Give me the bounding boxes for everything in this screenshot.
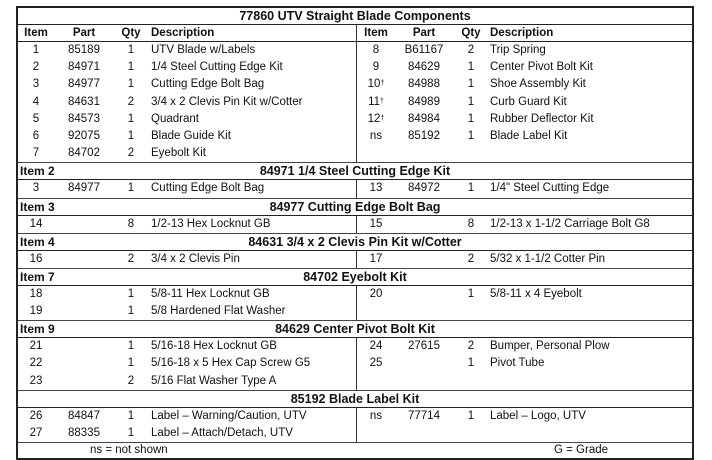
table-row bbox=[18, 251, 692, 269]
column-divider bbox=[356, 180, 357, 197]
left-qty-cell: 1 bbox=[127, 409, 135, 422]
column-divider bbox=[356, 338, 357, 355]
left-part-cell: 84971 bbox=[68, 61, 100, 74]
left-qty-cell: 2 bbox=[127, 95, 135, 108]
left-item-cell: 1 bbox=[32, 44, 40, 56]
right-qty-cell: 1 bbox=[467, 129, 475, 142]
right-item-cell: 20 bbox=[369, 287, 383, 300]
left-qty-cell: 1 bbox=[127, 182, 135, 195]
table-row bbox=[18, 128, 692, 145]
section-header bbox=[18, 234, 692, 251]
right-item-cell: 11† bbox=[368, 95, 384, 108]
column-divider bbox=[356, 25, 357, 41]
right-qty-cell: 1 bbox=[467, 61, 475, 74]
table-title: 77860 UTV Straight Blade Components bbox=[18, 8, 692, 25]
column-divider bbox=[356, 128, 357, 145]
table-row bbox=[18, 408, 692, 425]
table-row bbox=[18, 145, 692, 163]
parts-table bbox=[16, 6, 694, 460]
column-divider bbox=[356, 303, 357, 320]
header-qty: Qty bbox=[121, 27, 141, 39]
section-item-ref: Item 4 bbox=[20, 234, 55, 249]
left-desc-cell: 5/16-18 x 5 Hex Cap Screw G5 bbox=[151, 357, 311, 370]
left-item-cell: 18 bbox=[29, 287, 43, 300]
left-item-cell: 23 bbox=[29, 374, 43, 387]
left-desc-cell: Cutting Edge Bolt Bag bbox=[151, 182, 265, 195]
column-divider bbox=[356, 59, 357, 76]
left-qty-cell: 1 bbox=[127, 340, 135, 353]
left-desc-cell: 5/8-11 Hex Locknut GB bbox=[151, 287, 270, 300]
right-part-cell: 84988 bbox=[408, 78, 440, 91]
column-divider bbox=[356, 76, 357, 93]
right-desc-cell: 5/32 x 1-1/2 Cotter Pin bbox=[490, 252, 606, 265]
left-item-cell: 4 bbox=[32, 95, 40, 108]
right-part-cell: 84629 bbox=[408, 61, 440, 74]
right-desc-cell: Trip Spring bbox=[490, 44, 546, 56]
left-qty-cell: 1 bbox=[127, 61, 135, 74]
left-desc-cell: Label – Warning/Caution, UTV bbox=[151, 409, 307, 422]
footer-note-grade: G = Grade bbox=[554, 444, 609, 457]
left-item-cell: 6 bbox=[32, 129, 40, 142]
section-title: 84631 3/4 x 2 Clevis Pin Kit w/Cotter bbox=[248, 234, 462, 249]
left-qty-cell: 1 bbox=[127, 357, 135, 370]
left-qty-cell: 1 bbox=[127, 78, 135, 91]
right-part-cell: 84972 bbox=[408, 182, 440, 195]
column-divider bbox=[356, 251, 357, 268]
right-desc-cell: Rubber Deflector Kit bbox=[490, 112, 594, 125]
table-row bbox=[18, 355, 692, 372]
column-divider bbox=[356, 408, 357, 425]
header-description: Description bbox=[490, 27, 554, 39]
column-divider bbox=[356, 373, 357, 390]
section-header bbox=[18, 391, 692, 408]
left-part-cell: 84977 bbox=[68, 78, 100, 91]
right-item-cell: ns bbox=[369, 409, 383, 422]
left-qty-cell: 2 bbox=[127, 374, 135, 387]
right-item-cell: ns bbox=[369, 129, 383, 142]
right-part-cell: 85192 bbox=[408, 129, 440, 142]
section-item-ref: Item 2 bbox=[20, 164, 55, 179]
footer bbox=[18, 443, 692, 458]
table-row bbox=[18, 373, 692, 391]
left-desc-cell: Blade Guide Kit bbox=[151, 129, 231, 142]
table-row bbox=[18, 303, 692, 321]
section-title: 84971 1/4 Steel Cutting Edge Kit bbox=[259, 164, 451, 179]
column-divider bbox=[356, 42, 357, 59]
header-part: Part bbox=[72, 27, 96, 39]
right-desc-cell: 1/4" Steel Cutting Edge bbox=[490, 182, 610, 195]
left-item-cell: 19 bbox=[29, 305, 43, 318]
left-item-cell: 22 bbox=[29, 357, 43, 370]
left-desc-cell: 5/16 Flat Washer Type A bbox=[151, 374, 277, 387]
left-desc-cell: Eyebolt Kit bbox=[151, 147, 206, 160]
left-desc-cell: 3/4 x 2 Clevis Pin Kit w/Cotter bbox=[151, 95, 303, 108]
section-title: 85192 Blade Label Kit bbox=[290, 391, 420, 406]
right-part-cell: 84989 bbox=[408, 95, 440, 108]
right-qty-cell: 1 bbox=[467, 78, 475, 91]
column-divider bbox=[356, 286, 357, 303]
right-desc-cell: 1/2-13 x 1-1/2 Carriage Bolt G8 bbox=[490, 217, 650, 230]
table-row bbox=[18, 286, 692, 303]
right-qty-cell: 1 bbox=[467, 357, 475, 370]
table-row bbox=[18, 42, 692, 59]
column-divider bbox=[356, 111, 357, 128]
right-qty-cell: 2 bbox=[467, 44, 475, 56]
right-desc-cell: Bumper, Personal Plow bbox=[490, 340, 610, 353]
left-qty-cell: 1 bbox=[127, 129, 135, 142]
left-part-cell: 88335 bbox=[68, 427, 100, 439]
right-qty-cell: 2 bbox=[467, 340, 475, 353]
column-divider bbox=[356, 355, 357, 372]
table-row bbox=[18, 216, 692, 234]
left-part-cell: 84847 bbox=[68, 409, 100, 422]
right-part-cell: 77714 bbox=[408, 409, 440, 422]
section-title: 84977 Cutting Edge Bolt Bag bbox=[269, 199, 441, 214]
right-item-cell: 10† bbox=[367, 78, 385, 91]
table-row bbox=[18, 94, 692, 111]
left-qty-cell: 1 bbox=[127, 427, 135, 439]
right-qty-cell: 1 bbox=[467, 182, 475, 195]
left-item-cell: 14 bbox=[29, 217, 43, 230]
left-part-cell: 84573 bbox=[68, 112, 100, 125]
table-row bbox=[18, 180, 692, 198]
header-item: Item bbox=[364, 27, 388, 39]
column-divider bbox=[356, 425, 357, 442]
header-part: Part bbox=[412, 27, 436, 39]
left-desc-cell: Label – Attach/Detach, UTV bbox=[151, 427, 293, 439]
footer-note-ns: ns = not shown bbox=[90, 444, 168, 457]
table-body bbox=[18, 42, 692, 443]
header-description: Description bbox=[151, 27, 215, 39]
section-item-ref: Item 3 bbox=[20, 199, 55, 214]
right-desc-cell: Pivot Tube bbox=[490, 357, 545, 370]
right-item-cell: 12† bbox=[367, 112, 385, 125]
right-desc-cell: Blade Label Kit bbox=[490, 129, 568, 142]
header-qty: Qty bbox=[461, 27, 481, 39]
section-header bbox=[18, 199, 692, 216]
section-header bbox=[18, 321, 692, 338]
right-part-cell: 27615 bbox=[408, 340, 440, 353]
left-qty-cell: 1 bbox=[127, 112, 135, 125]
right-part-cell: B61167 bbox=[404, 44, 444, 56]
right-desc-cell: Curb Guard Kit bbox=[490, 95, 567, 108]
left-desc-cell: 1/2-13 Hex Locknut GB bbox=[151, 217, 271, 230]
left-item-cell: 21 bbox=[29, 340, 43, 353]
left-item-cell: 27 bbox=[29, 427, 43, 439]
table-row bbox=[18, 76, 692, 93]
table-row bbox=[18, 338, 692, 355]
section-title: 84629 Center Pivot Bolt Kit bbox=[275, 322, 435, 337]
left-part-cell: 84631 bbox=[68, 95, 100, 108]
right-qty-cell: 1 bbox=[467, 287, 475, 300]
section-item-ref: Item 9 bbox=[20, 322, 55, 337]
left-item-cell: 5 bbox=[32, 112, 40, 125]
right-desc-cell: 5/8-11 x 4 Eyebolt bbox=[490, 287, 582, 300]
left-qty-cell: 2 bbox=[127, 147, 135, 160]
left-part-cell: 84977 bbox=[68, 182, 100, 195]
left-desc-cell: 5/16-18 Hex Locknut GB bbox=[151, 340, 277, 353]
section-item-ref: Item 7 bbox=[20, 269, 55, 284]
left-part-cell: 92075 bbox=[68, 129, 100, 142]
right-desc-cell: Shoe Assembly Kit bbox=[490, 78, 586, 91]
right-item-cell: 25 bbox=[369, 357, 383, 370]
right-qty-cell: 2 bbox=[467, 252, 475, 265]
left-desc-cell: Quadrant bbox=[151, 112, 199, 125]
right-item-cell: 24 bbox=[369, 340, 383, 353]
left-item-cell: 2 bbox=[32, 61, 40, 74]
left-qty-cell: 1 bbox=[127, 44, 135, 56]
left-qty-cell: 1 bbox=[127, 287, 135, 300]
section-header bbox=[18, 269, 692, 286]
left-qty-cell: 2 bbox=[127, 252, 135, 265]
left-qty-cell: 1 bbox=[127, 305, 135, 318]
right-qty-cell: 8 bbox=[467, 217, 475, 230]
right-desc-cell: Label – Logo, UTV bbox=[490, 409, 586, 422]
table-row bbox=[18, 425, 692, 443]
left-item-cell: 7 bbox=[32, 147, 40, 160]
column-divider bbox=[356, 145, 357, 162]
left-desc-cell: 5/8 Hardened Flat Washer bbox=[151, 305, 286, 318]
column-header-row bbox=[18, 25, 692, 42]
left-desc-cell: 1/4 Steel Cutting Edge Kit bbox=[151, 61, 283, 74]
right-item-cell: 13 bbox=[369, 182, 383, 195]
left-desc-cell: UTV Blade w/Labels bbox=[151, 44, 256, 56]
left-item-cell: 26 bbox=[29, 409, 43, 422]
left-desc-cell: Cutting Edge Bolt Bag bbox=[151, 78, 265, 91]
right-desc-cell: Center Pivot Bolt Kit bbox=[490, 61, 593, 74]
right-item-cell: 9 bbox=[372, 61, 380, 74]
left-part-cell: 84702 bbox=[68, 147, 100, 160]
right-item-cell: 8 bbox=[372, 44, 380, 56]
section-title: 84702 Eyebolt Kit bbox=[303, 269, 407, 284]
left-desc-cell: 3/4 x 2 Clevis Pin bbox=[151, 252, 240, 265]
header-item: Item bbox=[24, 27, 48, 39]
right-qty-cell: 1 bbox=[467, 409, 475, 422]
left-item-cell: 16 bbox=[29, 252, 43, 265]
table-row bbox=[18, 59, 692, 76]
right-qty-cell: 1 bbox=[467, 95, 475, 108]
left-item-cell: 3 bbox=[32, 78, 40, 91]
column-divider bbox=[356, 216, 357, 233]
left-qty-cell: 8 bbox=[127, 217, 135, 230]
right-item-cell: 17 bbox=[369, 252, 383, 265]
table-row bbox=[18, 111, 692, 128]
right-part-cell: 84984 bbox=[408, 112, 440, 125]
left-item-cell: 3 bbox=[32, 182, 40, 195]
right-qty-cell: 1 bbox=[467, 112, 475, 125]
column-divider bbox=[356, 94, 357, 111]
right-item-cell: 15 bbox=[369, 217, 383, 230]
section-header bbox=[18, 163, 692, 180]
left-part-cell: 85189 bbox=[68, 44, 100, 56]
